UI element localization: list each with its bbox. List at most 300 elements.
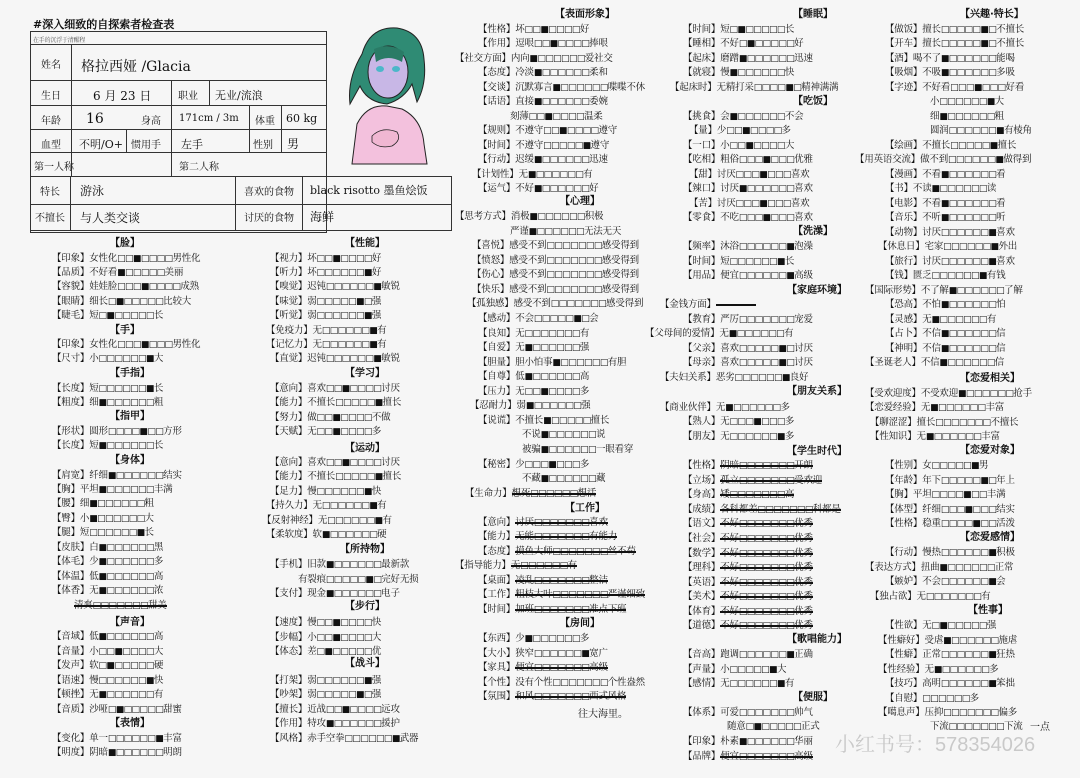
rating-boxes: ■□□□□□□ xyxy=(930,403,986,413)
rating-boxes: □■□□□□□ xyxy=(316,647,372,657)
left-term: 无 xyxy=(720,416,730,427)
row-label: 【能力】 xyxy=(270,397,308,408)
right-term: 优雅 xyxy=(794,154,813,165)
rating-boxes: ■□□□□□□ xyxy=(738,737,795,747)
rating-boxes: ■□□□□□□ xyxy=(540,445,596,455)
left-term: 压抑 xyxy=(924,707,944,718)
row-label: 【灵感】 xyxy=(885,314,923,325)
rating-row xyxy=(878,635,1017,647)
row-label: 【性别】 xyxy=(885,460,923,471)
right-term: 长 xyxy=(153,310,164,321)
rating-boxes: □□□□□■□ xyxy=(940,476,997,486)
rating-boxes: □□■□□□□ xyxy=(117,254,173,264)
right-term: 有 xyxy=(784,328,794,339)
right-term: 宠爱 xyxy=(794,314,813,325)
right-term: 喜欢 xyxy=(790,198,810,209)
right-term: 长 xyxy=(784,256,795,267)
row-label: 【时间】 xyxy=(478,140,516,151)
left-term: 感受不到 xyxy=(509,284,547,295)
row-label: 【印象】 xyxy=(52,339,90,350)
row-label: 【开车】 xyxy=(885,38,923,49)
rating-row xyxy=(472,255,639,267)
rating-boxes: ■□□□□□□ xyxy=(533,97,590,107)
right-term: 有 xyxy=(583,169,593,180)
right-term: 明朗 xyxy=(163,747,182,758)
right-term: 爱社交 xyxy=(584,53,613,64)
left-term: 小 xyxy=(79,513,90,524)
strike-through xyxy=(515,551,635,553)
row-label: 【良知】 xyxy=(478,328,516,339)
rating-row xyxy=(522,429,605,441)
right-term: 正式 xyxy=(800,721,820,732)
rating-boxes: □□□□□□□ xyxy=(546,285,602,295)
rating-row xyxy=(270,397,401,409)
left-term: 不受欢迎 xyxy=(920,388,959,399)
small-note: 在手的沉浮于清醒程 xyxy=(33,37,86,44)
rating-row xyxy=(478,357,626,369)
rating-boxes: ■□□□□□□ xyxy=(107,471,164,481)
right-term: 大 xyxy=(776,664,787,675)
left-term: 无 xyxy=(719,328,729,339)
row-label: 【道德】 xyxy=(683,620,721,631)
row-label: 【朋友】 xyxy=(683,431,721,442)
left-term: 少 xyxy=(515,459,525,470)
row-label: 【忍耐力】 xyxy=(470,400,517,411)
rating-boxes: ■□□□□□□ xyxy=(540,474,596,484)
rating-boxes: □□■□□□□ xyxy=(316,633,372,643)
rating-row xyxy=(472,240,639,252)
left-term: 不擅长 xyxy=(515,415,544,426)
section-heading: 【性能】 xyxy=(345,238,385,249)
right-term: 笨拙 xyxy=(996,678,1015,689)
rating-row xyxy=(878,707,1017,719)
right-term: 有 xyxy=(579,328,590,339)
rating-row xyxy=(855,154,1031,166)
strike-through xyxy=(515,696,626,698)
right-term: 抢手 xyxy=(1013,388,1032,399)
left-term: 恶劣 xyxy=(715,372,735,383)
left-term: 小 xyxy=(89,646,99,657)
right-term: 迅速 xyxy=(794,53,813,64)
rating-boxes: ■□□□□□ xyxy=(543,416,591,426)
right-term: 长 xyxy=(153,383,164,394)
rating-row xyxy=(683,416,794,428)
row-label: 【吃相】 xyxy=(683,154,721,165)
right-term: 喜欢 xyxy=(794,212,813,223)
left-term: 无 xyxy=(515,328,525,339)
rating-boxes: □□□□□□□ xyxy=(738,708,795,718)
section-heading: 【房间】 xyxy=(560,618,600,629)
rating-boxes: □□□□□□■ xyxy=(931,271,987,281)
rating-boxes: □□□■□□□ xyxy=(940,505,997,515)
left-term: 不藏 xyxy=(522,473,541,484)
left-term: 无 xyxy=(924,664,934,675)
right-term: 快 xyxy=(371,486,382,497)
row-label: 【意向】 xyxy=(478,517,516,528)
right-term: 说 xyxy=(595,429,606,440)
rating-row xyxy=(683,736,813,748)
rating-row xyxy=(865,357,1004,369)
rating-boxes: ■□□□□□□ xyxy=(738,184,795,194)
left-term: 无 xyxy=(922,620,932,631)
rating-boxes: ■□□□□□□ xyxy=(940,68,997,78)
rating-boxes: □□□□□□■ xyxy=(325,354,382,364)
rating-boxes: ■□□□□□□ xyxy=(325,560,382,570)
rating-row xyxy=(478,386,589,398)
rating-boxes: □□□□□□□ xyxy=(943,708,999,718)
row-label: 【指导能力】 xyxy=(455,560,511,571)
left-term: 娃娃脸 xyxy=(89,281,118,292)
right-term: 积极 xyxy=(584,211,604,222)
left-term: 不会 xyxy=(922,576,941,587)
right-term: 藏 xyxy=(595,473,606,484)
right-term: 强 xyxy=(371,310,382,321)
row-label: 【记忆力】 xyxy=(266,339,313,350)
left-term: 不擅长 xyxy=(307,471,336,482)
row-label: 【话语】 xyxy=(478,96,516,107)
right-term: 喜欢 xyxy=(996,227,1015,238)
rating-row xyxy=(52,397,163,409)
right-term: 丰富 xyxy=(163,733,182,744)
first-person-label: 第一人称 xyxy=(34,162,74,173)
rating-row xyxy=(670,82,838,94)
right-term: 好 xyxy=(589,183,599,194)
section-heading: 【吃饭】 xyxy=(793,96,833,107)
left-term: 无精打采 xyxy=(716,82,754,93)
row-label: 【体温】 xyxy=(52,571,90,582)
row-label: 【思考方式】 xyxy=(455,211,511,222)
rating-row xyxy=(885,256,1015,268)
right-term: 快 xyxy=(784,67,795,78)
row-label: 【圣诞老人】 xyxy=(865,357,921,368)
left-term: 狭窄 xyxy=(515,648,534,659)
rating-boxes: ■□□□□□□ xyxy=(940,54,997,64)
rating-row xyxy=(478,96,608,108)
row-label: 【旅行】 xyxy=(885,256,923,267)
rating-row xyxy=(478,459,589,471)
row-label: 【行动】 xyxy=(478,154,516,165)
left-term: 短 xyxy=(720,24,730,35)
right-term: 不擅长 xyxy=(996,38,1025,49)
left-term: 刻薄 xyxy=(510,111,529,122)
right-term: 柔和 xyxy=(589,67,608,78)
rating-boxes: ■□□□□□□ xyxy=(940,344,997,354)
row-label: 【意向】 xyxy=(270,457,308,468)
rating-row xyxy=(683,154,813,166)
rating-boxes: ■□□□□□□ xyxy=(325,589,382,599)
section-heading: 【性事】 xyxy=(968,605,1008,616)
right-term: 良好 xyxy=(789,372,809,383)
rating-boxes: □□□□□□■ xyxy=(729,432,785,442)
rating-row xyxy=(683,707,813,719)
rating-row xyxy=(885,489,1005,501)
row-label: 【家具】 xyxy=(478,662,516,673)
row-label: 【独占欲】 xyxy=(870,591,917,602)
right-term: 年上 xyxy=(996,475,1015,486)
rating-row xyxy=(885,475,1015,487)
rating-row xyxy=(478,328,589,340)
rating-boxes: □□□□□□■ xyxy=(89,528,145,538)
rating-row xyxy=(683,67,794,79)
rating-row xyxy=(52,470,182,482)
right-term: 敏锐 xyxy=(381,353,400,364)
left-term: 朴素 xyxy=(720,736,739,747)
row-label: 【甜】 xyxy=(689,169,717,180)
right-term: 会 xyxy=(996,576,1006,587)
rating-boxes: □□□□□□■ xyxy=(738,271,795,281)
height-label: 身高 xyxy=(141,116,161,127)
row-label: 【眼睛】 xyxy=(52,296,90,307)
left-term: 阴暗 xyxy=(89,747,108,758)
rating-boxes: □□□□□□■ xyxy=(948,155,1004,165)
rating-boxes: ■□□□□□□ xyxy=(89,514,145,524)
job-label: 职业 xyxy=(178,91,198,102)
right-term: 大 xyxy=(784,140,795,151)
rating-boxes: □□□■□□□ xyxy=(524,460,580,470)
rating-row xyxy=(478,677,645,689)
row-label: 【声量】 xyxy=(683,664,721,675)
rating-boxes: ■□□□□□□ xyxy=(948,286,1005,296)
right-term: 武器 xyxy=(399,733,419,744)
row-label: 【容貌】 xyxy=(52,281,90,292)
rating-boxes: ■□□□□□□ xyxy=(533,155,590,165)
rating-boxes: ■□□□□□□ xyxy=(725,403,781,413)
row-label: 【体系】 xyxy=(683,707,721,718)
right-term: 敏锐 xyxy=(381,281,400,292)
left-term: 正常 xyxy=(922,649,941,660)
row-label: 【数学】 xyxy=(683,548,721,559)
left-term: 下流 xyxy=(930,721,949,732)
rating-boxes: ■□□□□□□ xyxy=(98,398,154,408)
left-term: 感受不到 xyxy=(509,240,547,251)
left-term: 高明 xyxy=(922,678,941,689)
row-label: 【自慰】 xyxy=(885,693,923,704)
info-table-bottom xyxy=(30,176,452,231)
rating-row xyxy=(266,339,386,351)
rating-row xyxy=(270,646,381,658)
right-term: 援护 xyxy=(381,718,400,729)
right-term: 感受得到 xyxy=(606,298,644,309)
rating-row xyxy=(885,82,1024,94)
rating-boxes: ■□□□□□□ xyxy=(729,112,785,122)
left-term: 不遵守 xyxy=(515,125,544,136)
left-term: 小 xyxy=(720,664,730,675)
row-label: 【性格】 xyxy=(885,518,923,529)
rating-row xyxy=(885,649,1015,661)
rating-row xyxy=(930,96,1004,108)
right-term: 电子 xyxy=(381,588,400,599)
right-term: 外出 xyxy=(998,241,1018,252)
blood-label: 血型 xyxy=(41,140,61,151)
rating-row xyxy=(52,675,163,687)
left-term: 擅长 xyxy=(922,38,941,49)
row-label: 【作用】 xyxy=(270,718,308,729)
rating-row xyxy=(683,38,803,50)
row-label: 【东西】 xyxy=(478,633,516,644)
left-term: 冷淡 xyxy=(515,67,534,78)
right-term: 大 xyxy=(153,353,164,364)
rating-boxes: ■□□□□□□ xyxy=(321,530,378,540)
rating-boxes: ■□□□□□□ xyxy=(533,68,590,78)
rating-row xyxy=(52,542,163,554)
left-term: 随意 xyxy=(727,721,746,732)
right-term: 多 xyxy=(153,556,164,567)
row-label: 【听觉】 xyxy=(270,310,308,321)
rating-row xyxy=(52,339,200,351)
rating-boxes: □□□■□□□□ xyxy=(117,282,181,292)
row-label: 【发声】 xyxy=(52,660,90,671)
left-term: 严谨 xyxy=(510,226,529,237)
strike-through xyxy=(716,304,756,306)
row-label: 【体态】 xyxy=(270,646,308,657)
right-term: 强 xyxy=(581,400,591,411)
section-heading: 【战斗】 xyxy=(345,658,385,669)
left-term: 不好 xyxy=(720,38,739,49)
rating-row xyxy=(885,198,1005,210)
left-term: 无 xyxy=(89,585,99,596)
rating-boxes: ■□□□□□□ xyxy=(98,586,154,596)
row-label: 【意向】 xyxy=(270,383,308,394)
rating-boxes: ■□□□□□□ xyxy=(540,430,596,440)
row-label: 【喜悦】 xyxy=(472,240,510,251)
rating-boxes: □□□□□□■ xyxy=(107,734,164,744)
rating-boxes: ■□□□□□□ xyxy=(940,300,997,310)
row-label: 【腿】 xyxy=(52,527,80,538)
left-term: 平坦 xyxy=(79,484,99,495)
rating-row xyxy=(478,125,617,137)
right-term: 做得到 xyxy=(1003,154,1032,165)
rating-row xyxy=(52,353,163,365)
right-term: 多 xyxy=(989,664,999,675)
row-label: 【腰】 xyxy=(52,498,80,509)
left-term: 弱 xyxy=(307,689,317,700)
left-term: 粗俗 xyxy=(720,154,739,165)
rating-boxes: □□□□□□□ xyxy=(546,241,602,251)
row-label: 【长度】 xyxy=(52,383,90,394)
row-label: 【社会】 xyxy=(683,533,721,544)
strike-through xyxy=(511,565,577,567)
row-label: 【作用】 xyxy=(478,38,516,49)
row-label: 【性癖好】 xyxy=(878,635,925,646)
row-label: 【计划性】 xyxy=(472,169,519,180)
strike-through xyxy=(720,509,840,511)
row-label: 【尺寸】 xyxy=(52,353,90,364)
rating-row xyxy=(266,500,386,512)
rating-row xyxy=(52,383,163,395)
row-label: 【字迹】 xyxy=(885,82,923,93)
right-term: 多 xyxy=(579,386,590,397)
left-term: 沙哑 xyxy=(89,704,108,715)
left-term: 差 xyxy=(307,646,317,657)
right-term: 甜蜜 xyxy=(163,704,182,715)
row-label: 【性格】 xyxy=(478,24,516,35)
right-term: 男 xyxy=(978,460,989,471)
rating-row xyxy=(885,314,996,326)
rating-boxes: □□■□□□□ xyxy=(325,705,382,715)
row-label: 【免疫力】 xyxy=(266,325,313,336)
rating-boxes: □□□□□□■ xyxy=(738,242,795,252)
rating-row xyxy=(689,169,809,181)
rating-row xyxy=(52,440,163,452)
row-label: 【胸】 xyxy=(52,484,80,495)
left-term: 无 xyxy=(720,431,730,442)
right-term: 多 xyxy=(780,402,790,413)
right-term: 多 xyxy=(579,459,590,470)
rating-row xyxy=(865,388,1032,400)
right-term: 怕 xyxy=(996,299,1006,310)
row-label: 【音乐】 xyxy=(885,212,923,223)
row-label: 【音域】 xyxy=(52,631,90,642)
rating-boxes: ■□□□□□□ xyxy=(107,748,164,758)
rating-boxes: □□□□□□■ xyxy=(98,384,154,394)
row-label: 【规则】 xyxy=(478,125,516,136)
row-label: 【工作】 xyxy=(478,589,516,600)
right-term: 方形 xyxy=(163,426,182,437)
rating-row xyxy=(885,38,1024,50)
strike-through xyxy=(720,538,813,540)
rating-boxes: □□□□□□■ xyxy=(327,516,383,526)
row-label: 【聊涩涩】 xyxy=(870,417,917,428)
rating-row xyxy=(478,415,609,427)
right-term: 感受得到 xyxy=(601,284,639,295)
left-term: 女 xyxy=(922,460,932,471)
rating-boxes: □□□□■□□ xyxy=(931,490,987,500)
left-term: 不擅长 xyxy=(922,140,951,151)
left-term: 不信 xyxy=(922,328,941,339)
second-person-label: 第二人称 xyxy=(179,162,219,173)
left-term: 宅家 xyxy=(924,241,944,252)
left-term: 不怕 xyxy=(922,299,941,310)
row-label: 【体型】 xyxy=(885,504,923,515)
left-term: 无 xyxy=(515,342,525,353)
rating-boxes: □□□□□■ xyxy=(950,141,998,151)
left-term: 细 xyxy=(89,397,99,408)
strike-through xyxy=(720,756,813,758)
right-term: 看 xyxy=(996,169,1006,180)
rating-row xyxy=(478,38,608,50)
row-label: 【年龄】 xyxy=(885,475,923,486)
rating-boxes: ■□□□□□□ xyxy=(98,632,154,642)
left-term: 弱 xyxy=(307,675,317,686)
row-label: 【频率】 xyxy=(683,241,721,252)
rating-boxes: □□□■□□□ xyxy=(729,417,785,427)
strike-through xyxy=(74,605,167,607)
rating-row xyxy=(270,426,381,438)
rating-row xyxy=(478,342,589,354)
rating-boxes: □□□□□□■ xyxy=(321,340,378,350)
rating-row xyxy=(683,24,794,36)
sex-label: 性别 xyxy=(253,140,273,151)
rating-boxes: ■□□□□□□ xyxy=(933,665,990,675)
rating-boxes: □□□□■□□ xyxy=(940,519,997,529)
right-term: 美丽 xyxy=(164,267,184,278)
left-term: 圆润 xyxy=(930,125,949,136)
rating-boxes: ■□□□□□□ xyxy=(939,112,995,122)
right-term: 有 xyxy=(382,515,392,526)
right-term: 强 xyxy=(371,675,382,686)
strike-through xyxy=(720,611,813,613)
rating-row xyxy=(270,457,400,469)
row-label: 【起床】 xyxy=(683,53,721,64)
fav-food-value: black risotto 墨鱼烩饭 xyxy=(310,184,428,197)
rating-row xyxy=(52,253,200,265)
section-heading: 【表情】 xyxy=(110,718,150,729)
left-term: 慢热 xyxy=(922,547,941,558)
rating-row xyxy=(467,298,643,310)
rating-row xyxy=(885,299,1005,311)
right-term: 大 xyxy=(994,96,1004,107)
rating-boxes: □□□□□□■ xyxy=(316,487,372,497)
